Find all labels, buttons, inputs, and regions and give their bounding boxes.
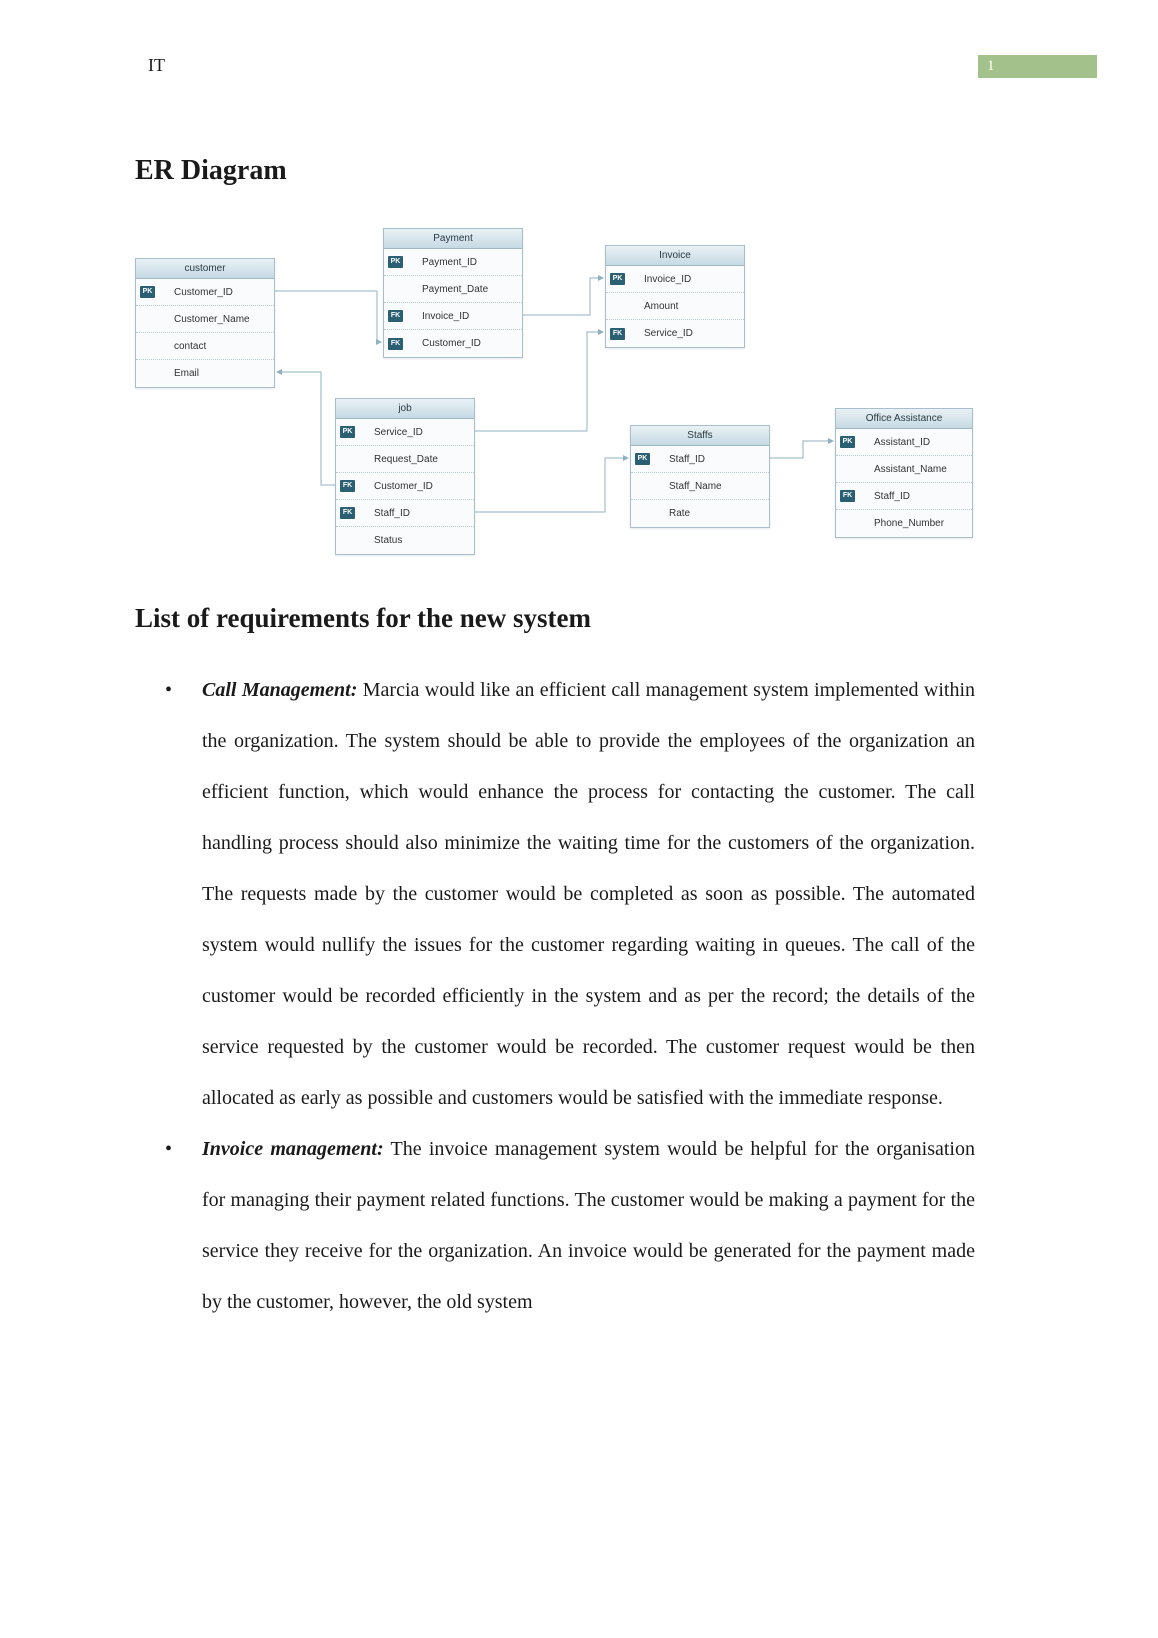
entity-staffs bbox=[630, 425, 770, 528]
field-name: Staff_Name bbox=[669, 480, 722, 492]
pk-badge: PK bbox=[388, 256, 403, 268]
entity-field-row bbox=[336, 419, 474, 446]
entity-field-row bbox=[631, 473, 769, 500]
connector-customer-payment bbox=[275, 291, 381, 342]
er-diagram bbox=[135, 225, 1125, 570]
entity-field-row bbox=[384, 330, 522, 357]
entity-invoice bbox=[605, 245, 745, 348]
field-name: contact bbox=[174, 340, 207, 352]
entity-field-row bbox=[384, 276, 522, 303]
fk-badge: FK bbox=[388, 338, 403, 350]
fk-badge: FK bbox=[388, 310, 403, 322]
entity-field-row bbox=[606, 266, 744, 293]
requirements-title: List of requirements for the new system bbox=[135, 603, 591, 633]
entity-field-row bbox=[384, 249, 522, 276]
key-spacer bbox=[140, 313, 155, 325]
entity-title: Invoice bbox=[606, 246, 744, 266]
entity-field-row bbox=[336, 446, 474, 473]
entity-field-row bbox=[336, 527, 474, 554]
key-spacer bbox=[635, 508, 650, 520]
key-spacer bbox=[388, 283, 403, 295]
er-diagram-title: ER Diagram bbox=[135, 155, 287, 186]
entity-job bbox=[335, 398, 475, 555]
entity-title: job bbox=[336, 399, 474, 419]
key-spacer bbox=[840, 518, 855, 530]
fk-badge: FK bbox=[840, 490, 855, 502]
field-name: Status bbox=[374, 535, 403, 546]
field-name: Rate bbox=[669, 508, 691, 519]
entity-field-row bbox=[136, 333, 274, 360]
pk-badge: PK bbox=[340, 426, 355, 438]
pk-badge: PK bbox=[140, 286, 155, 298]
field-name: Customer_ID bbox=[174, 286, 233, 298]
field-name: Staff_ID bbox=[374, 507, 410, 519]
page-header bbox=[148, 55, 1097, 78]
connector-job-customer bbox=[277, 372, 335, 485]
key-spacer bbox=[140, 368, 155, 380]
entity-field-row bbox=[836, 456, 972, 483]
entity-field-row bbox=[836, 429, 972, 456]
field-name: Customer_ID bbox=[374, 480, 433, 492]
requirement-item: • Call Management: Marcia would like an efficient call management system implemented within the organization. The system should be able to provide the employees of the organization an efficient function, which would enhance the process for contacting the customer. The call handling process should also minimize the waiting time for the customers of the organization. The requests made by the customer would be completed as soon as possible. The automated system would nullify the issues for the customer regarding waiting in queues. The call of the customer would be recorded efficiently in the system and as per the record; the details of the service requested by the customer would be recorded. The customer request would be then allocated as early as possible and customers would be satisfied with the immediate response. bbox=[202, 665, 975, 1124]
field-name: Assistant_Name bbox=[874, 463, 947, 475]
field-name: Email bbox=[174, 368, 200, 379]
entity-field-row bbox=[631, 500, 769, 527]
entity-field-row bbox=[136, 306, 274, 333]
field-name: Amount bbox=[644, 300, 679, 312]
field-name: Staff_ID bbox=[874, 490, 910, 502]
field-name: Invoice_ID bbox=[422, 310, 470, 322]
key-spacer bbox=[635, 480, 650, 492]
entity-title: Staffs bbox=[631, 426, 769, 446]
field-name: Service_ID bbox=[374, 426, 423, 438]
fk-badge: FK bbox=[610, 328, 625, 340]
entity-field-row bbox=[631, 446, 769, 473]
requirement-lead: Call Management: bbox=[202, 679, 358, 701]
page-number-badge: 1 bbox=[978, 55, 1097, 78]
entity-office bbox=[835, 408, 973, 538]
key-spacer bbox=[340, 453, 355, 465]
entity-field-row bbox=[836, 483, 972, 510]
entity-payment bbox=[383, 228, 523, 358]
entity-title: Payment bbox=[384, 229, 522, 249]
field-name: Assistant_ID bbox=[874, 436, 931, 448]
entity-title: Office Assistance bbox=[836, 409, 972, 429]
entity-field-row bbox=[136, 360, 274, 387]
entity-title: customer bbox=[136, 259, 274, 279]
pk-badge: PK bbox=[635, 453, 650, 465]
requirement-lead: Invoice management: bbox=[202, 1138, 384, 1160]
field-name: Staff_ID bbox=[669, 453, 705, 465]
entity-field-row bbox=[384, 303, 522, 330]
field-name: Request_Date bbox=[374, 453, 438, 465]
field-name: Service_ID bbox=[644, 328, 693, 339]
entity-field-row bbox=[136, 279, 274, 306]
field-name: Customer_ID bbox=[422, 338, 481, 349]
requirements-list bbox=[165, 665, 975, 1328]
entity-field-row bbox=[606, 320, 744, 347]
entity-field-row bbox=[336, 473, 474, 500]
field-name: Customer_Name bbox=[174, 313, 250, 325]
pk-badge: PK bbox=[840, 436, 855, 448]
entity-customer bbox=[135, 258, 275, 388]
key-spacer bbox=[840, 463, 855, 475]
fk-badge: FK bbox=[340, 480, 355, 492]
entity-field-row bbox=[606, 293, 744, 320]
key-spacer bbox=[340, 535, 355, 547]
field-name: Payment_Date bbox=[422, 283, 489, 295]
requirement-item: • Invoice management: The invoice management system would be helpful for the organisation for managing their payment related functions. The customer would be making a payment for the service they receive for the organization. An invoice would be generated for the payment made by the customer, however, the old system bbox=[202, 1124, 975, 1328]
field-name: Invoice_ID bbox=[644, 273, 692, 285]
connector-staffs-office bbox=[770, 441, 833, 458]
bullet-marker: • bbox=[165, 1138, 173, 1160]
bullet-marker: • bbox=[165, 679, 173, 701]
field-name: Phone_Number bbox=[874, 518, 945, 529]
header-title: IT bbox=[148, 55, 165, 75]
fk-badge: FK bbox=[340, 507, 355, 519]
entity-field-row bbox=[336, 500, 474, 527]
pk-badge: PK bbox=[610, 273, 625, 285]
entity-field-row bbox=[836, 510, 972, 537]
connector-job-staffs bbox=[475, 458, 628, 512]
key-spacer bbox=[610, 300, 625, 312]
field-name: Payment_ID bbox=[422, 256, 478, 268]
key-spacer bbox=[140, 340, 155, 352]
connector-payment-invoice bbox=[523, 278, 603, 315]
